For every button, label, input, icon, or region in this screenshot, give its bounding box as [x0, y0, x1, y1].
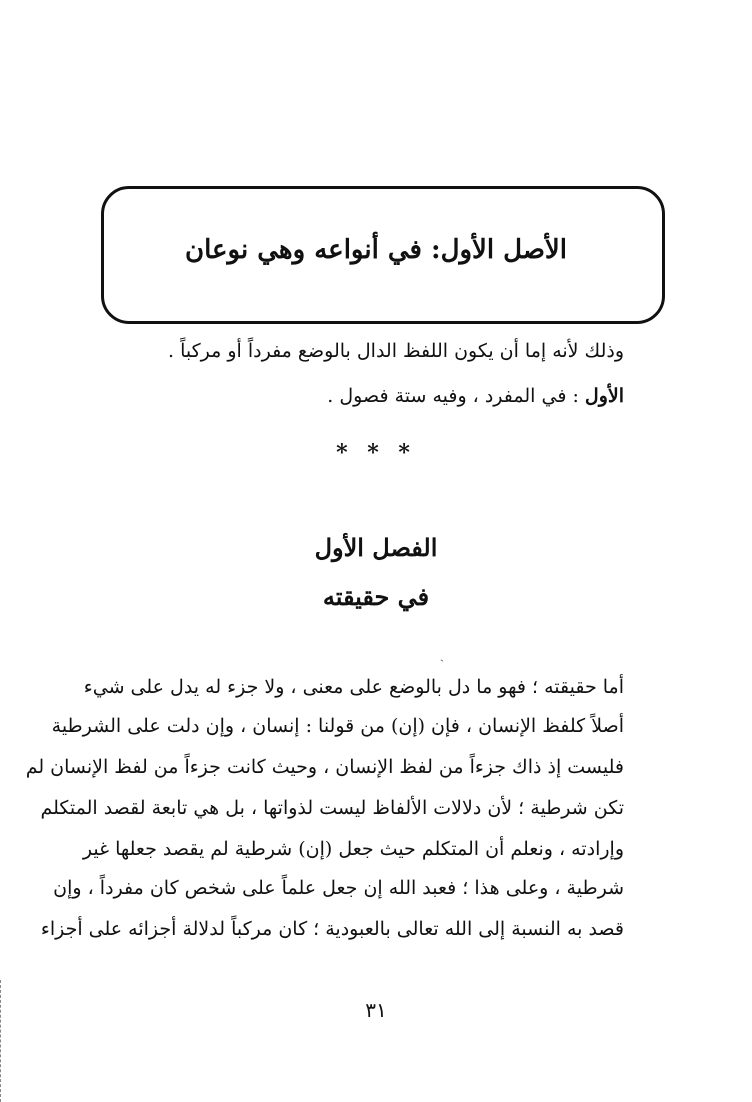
- paragraph-line: أما حقيقته ؛ فهو ما دل بالوضع على معنى ، ولا جزء له يدل على شيء: [83, 676, 624, 698]
- intro-line-2-rest: : في المفرد ، وفيه ستة فصول .: [327, 385, 579, 407]
- paragraph-line: وإرادته ، ونعلم أن المتكلم حيث جعل (إن) شرطية لم يقصد جعلها غير: [82, 838, 624, 860]
- paragraph-line: شرطية ، وعلى هذا ؛ فعبد الله إن جعل علماً على شخص كان مفرداً ، وإن: [53, 877, 624, 899]
- paragraph-line: أصلاً كلفظ الإنسان ، فإن (إن) من قولنا : إنسان ، وإن دلت على الشرطية: [51, 715, 624, 737]
- chapter-heading: الفصل الأول: [314, 533, 438, 562]
- intro-line-2: [327, 385, 624, 407]
- intro-line-2-lead: الأول: [584, 385, 624, 407]
- section-title: الأصل الأول: في أنواعه وهي نوعان: [185, 235, 567, 265]
- stray-mark: ˏ: [440, 648, 444, 662]
- intro-line-1: وذلك لأنه إما أن يكون اللفظ الدال بالوضع مفرداً أو مركباً .: [168, 340, 624, 362]
- separator-stars: * * *: [336, 440, 416, 466]
- scan-edge-mark: [0, 980, 3, 1102]
- chapter-subheading: في حقيقته: [322, 582, 430, 611]
- page-number: ٣١: [365, 998, 387, 1022]
- paragraph-line: تكن شرطية ؛ لأن دلالات الألفاظ ليست لذواتها ، بل هي تابعة لقصد المتكلم: [40, 797, 624, 819]
- paragraph-line: فليست إذ ذاك جزءاً من لفظ الإنسان ، وحيث كانت جزءاً من لفظ الإنسان لم: [25, 756, 624, 778]
- paragraph-line: قصد به النسبة إلى الله تعالى بالعبودية ؛ كان مركباً لدلالة أجزائه على أجزاء: [40, 918, 624, 940]
